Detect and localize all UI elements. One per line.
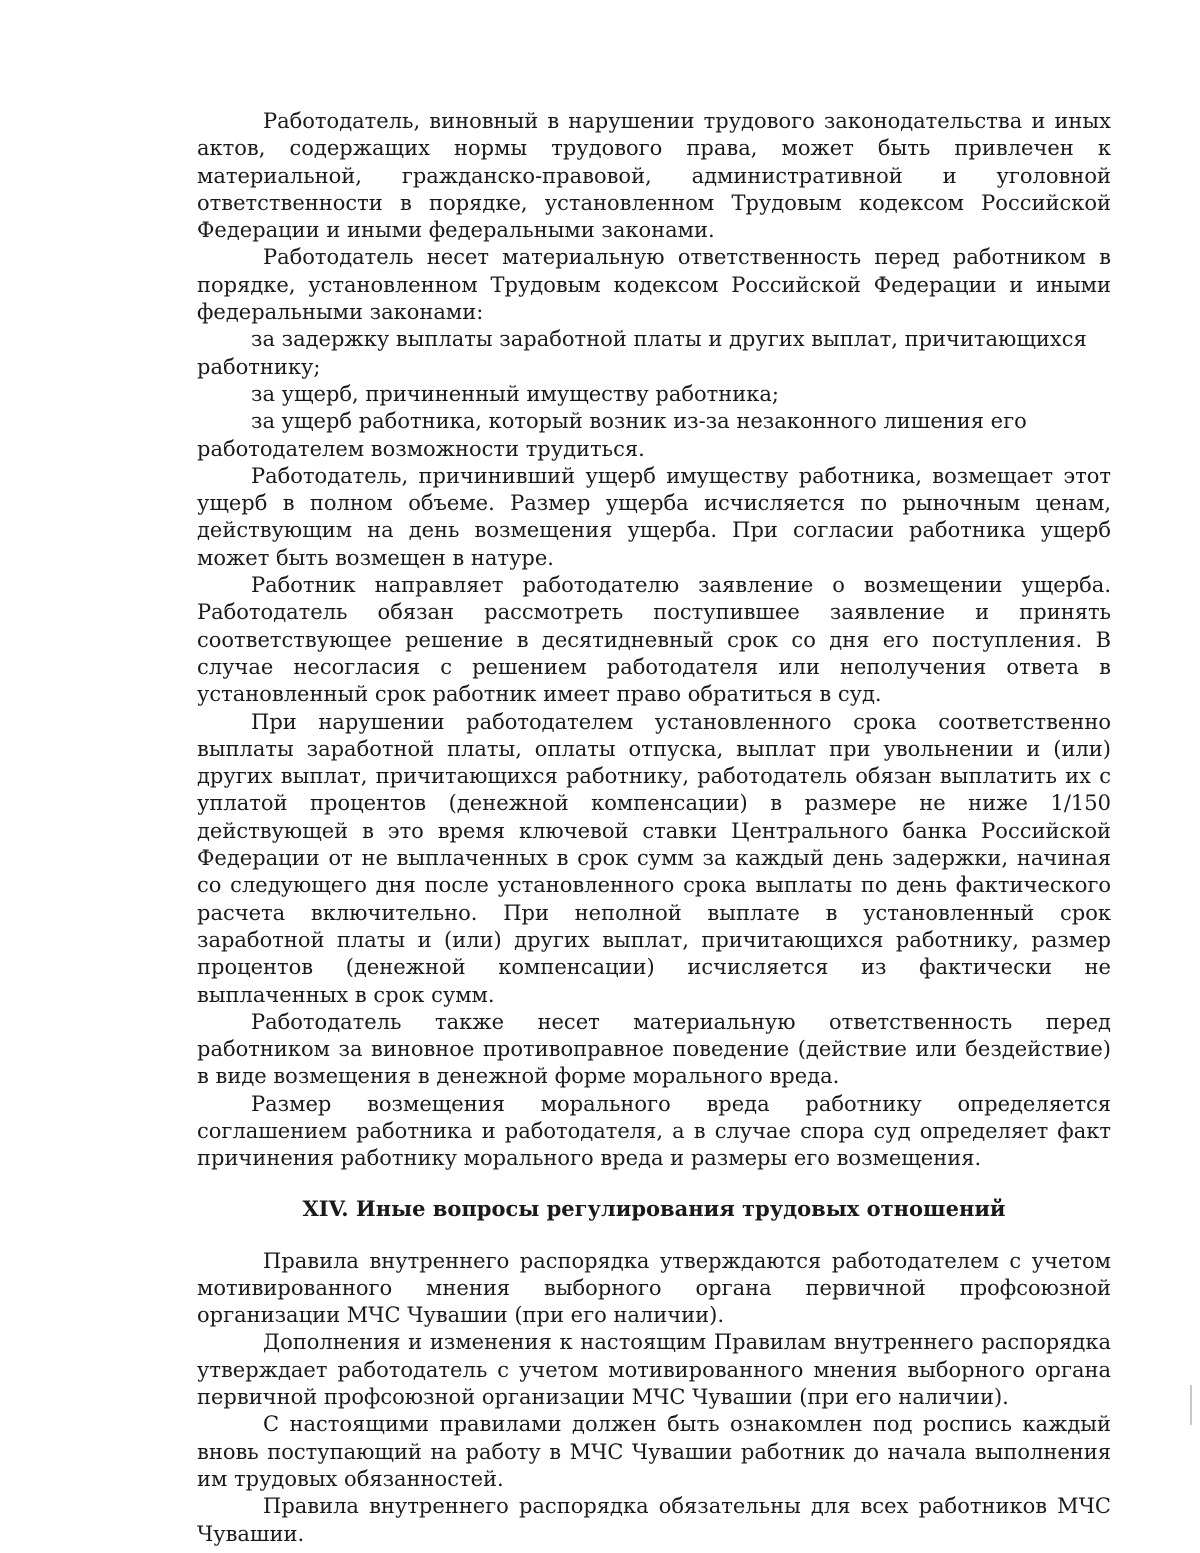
paragraph-moral-damage: Работодатель также несет материальную ответственность перед работником за виновное противоправное поведение (действие или бездействие) в виде возмещения в денежной форме морального вреда. xyxy=(197,1009,1111,1089)
section-liability xyxy=(197,108,1111,1173)
document-page xyxy=(197,108,1111,1548)
paragraph-late-payment-interest: При нарушении работодателем установленного срока соответственно выплаты заработной платы, оплаты отпуска, выплат при увольнении и (или) других выплат, причитающихся работнику, работодатель обязан выплатить их с уплатой процентов (денежной компенсации) в размере не ниже 1/150 действующей в это время ключевой ставки Центрального банка Российской Федерации от не выплаченных в срок сумм за каждый день задержки, начиная со следующего дня после установленного срока выплаты по день фактического расчета включительно. При неполной выплате в установленный срок заработной платы и (или) других выплат, причитающихся работнику, размер процентов (денежной компенсации) исчисляется из фактически не выплаченных в срок сумм. xyxy=(197,709,1111,1007)
list-item-salary-delay: за задержку выплаты заработной платы и других выплат, причитающихся работнику; xyxy=(197,327,1087,379)
paragraph-damage-claim: Работник направляет работодателю заявление о возмещении ущерба. Работодатель обязан рассмотреть поступившее заявление и принять соответствующее решение в десятидневный срок со дня его поступления. В случае несогласия с решением работодателя или неполучения ответа в установленный срок работник имеет право обратиться в суд. xyxy=(197,573,1111,707)
paragraph-rules-acquaintance: С настоящими правилами должен быть ознакомлен под роспись каждый вновь поступающий на работу в МЧС Чувашии работник до начала выполнения им трудовых обязанностей. xyxy=(197,1412,1111,1491)
section-other-questions xyxy=(197,1248,1111,1548)
list-item-work-deprivation: за ущерб работника, который возник из-за незаконного лишения его работодателем возможности трудиться. xyxy=(197,409,1027,461)
paragraph-material-liability: Работодатель несет материальную ответственность перед работником в порядке, установленном Трудовым кодексом Российской Федерации и иными федеральными законами: xyxy=(197,245,1111,325)
paragraph-employer-liability: Работодатель, виновный в нарушении трудового законодательства и иных актов, содержащих нормы трудового права, может быть привлечен к материальной, гражданско-правовой, административной и уголовной ответственности в порядке, установленном Трудовым кодексом Российской Федерации и иными федеральными законами. xyxy=(197,109,1111,243)
paragraph-rules-amendments: Дополнения и изменения к настоящим Правилам внутреннего распорядка утверждает работодатель с учетом мотивированного мнения выборного органа первичной профсоюзной организации МЧС Чувашии (при его наличии). xyxy=(197,1330,1111,1410)
paragraph-damage-compensation: Работодатель, причинивший ущерб имуществу работника, возмещает этот ущерб в полном объеме. Размер ущерба исчисляется по рыночным ценам, действующим на день возмещения ущерба. При согласии работника ущерб может быть возмещен в натуре. xyxy=(197,463,1111,570)
paragraph-rules-approval: Правила внутреннего распорядка утверждаются работодателем с учетом мотивированного мнения выборного органа первичной профсоюзной организации МЧС Чувашии (при его наличии). xyxy=(197,1248,1111,1328)
paragraph-rules-mandatory: Правила внутреннего распорядка обязательны для всех работников МЧС Чувашии. xyxy=(197,1494,1111,1546)
scan-artifact xyxy=(1190,1385,1192,1425)
list-item-property-damage: за ущерб, причиненный имуществу работника; xyxy=(251,381,779,406)
section-heading: XIV. Иные вопросы регулирования трудовых отношений xyxy=(302,1195,1006,1221)
paragraph-moral-damage-amount: Размер возмещения морального вреда работнику определяется соглашением работника и работодателя, а в случае спора суд определяет факт причинения работнику морального вреда и размеры его возмещения. xyxy=(197,1091,1111,1171)
